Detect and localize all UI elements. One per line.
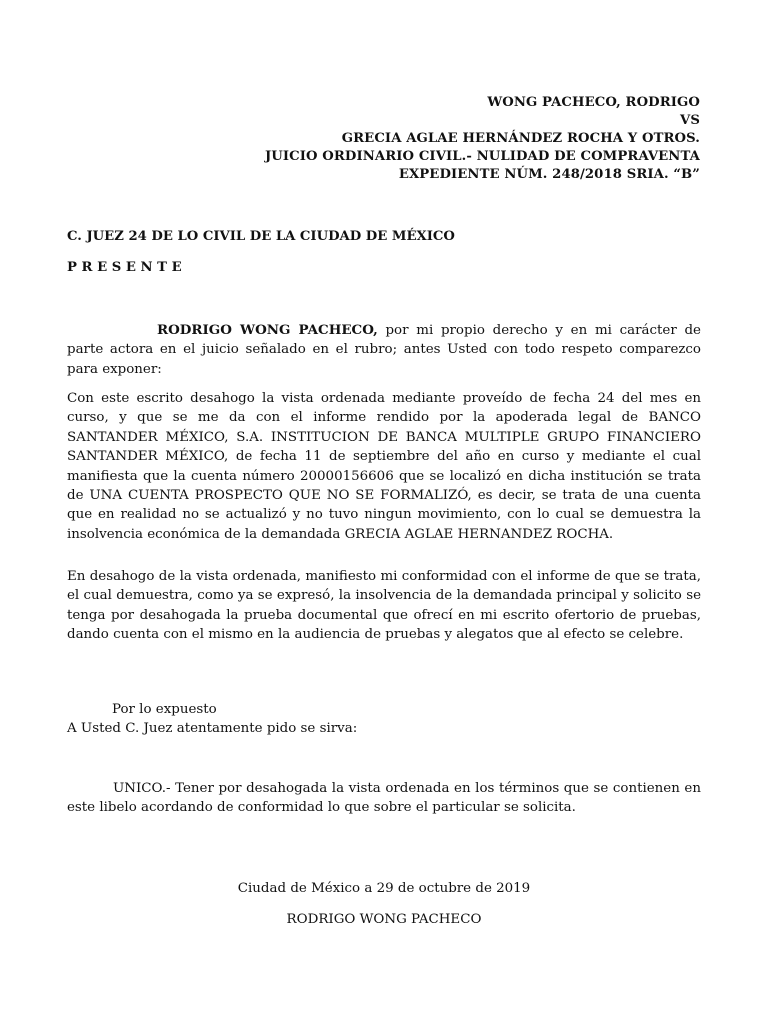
petition-paragraph-text: UNICO.- Tener por desahogada la vista ordenada en los términos que se contienen en este libelo acordando de conformidad lo que sobre el particular se solicita.: [67, 781, 701, 816]
statement-paragraph-1: Con este escrito desahogo la vista ordenada mediante proveído de fecha 24 del mes en curso, y que se me da con el informe rendido por la apoderada legal de BANCO SANTANDER MÉXICO, S.A. INSTITUCION DE BANCA MULTIPLE GRUPO FINANCIERO SANTANDER MÉXICO, de fecha 11 de septiembre del año en curso y mediante el cual manifiesta que la cuenta número 20000156606 que se localizó en dicha institución se trata de UNA CUENTA PROSPECTO QUE NO SE FORMALIZÓ, es decir, se trata de una cuenta que en realidad no se actualizó y no tuvo ningun movimiento, con lo cual se demuestra la insolvencia económica de la demandada GRECIA AGLAE HERNANDEZ ROCHA.: [67, 391, 701, 542]
case-type-line: JUICIO ORDINARIO CIVIL.- NULIDAD DE COMPRAVENTA: [264, 149, 700, 164]
closing-request: [67, 700, 357, 739]
defendant-line: GRECIA AGLAE HERNÁNDEZ ROCHA Y OTROS.: [341, 131, 700, 146]
intro-paragraph-text: por mi propio derecho y en mi carácter de parte actora en el juicio señalado en el rubro; antes Usted con todo respeto comparezco para exponer:: [67, 323, 701, 377]
petition-paragraph: [67, 779, 701, 818]
case-header: [265, 94, 700, 184]
plaintiff-line: WONG PACHECO, RODRIGO: [487, 95, 700, 110]
signature-name: RODRIGO WONG PACHECO: [286, 912, 482, 927]
presente-heading: PRESENTE: [67, 260, 187, 275]
addressee: C. JUEZ 24 DE LO CIVIL DE LA CIUDAD DE MÉXICO: [67, 229, 455, 244]
file-number-line: EXPEDIENTE NÚM. 248/2018 SRIA. “B”: [398, 167, 700, 182]
petitioner-name: RODRIGO WONG PACHECO,: [157, 322, 378, 338]
versus-line: VS: [680, 113, 700, 128]
intro-paragraph: [67, 321, 701, 379]
closing-line-1: Por lo expuesto: [112, 702, 217, 717]
statement-paragraph-2: En desahogo de la vista ordenada, manifiesto mi conformidad con el informe de que se trata, el cual demuestra, como ya se expresó, la insolvencia de la demandada principal y solicito se tenga por desahogada la prueba documental que ofrecí en mi escrito ofertorio de pruebas, dando cuenta con el mismo en la audiencia de pruebas y alegatos que al efecto se celebre.: [67, 569, 701, 643]
closing-line-2: A Usted C. Juez atentamente pido se sirva:: [67, 721, 358, 737]
place-and-date: Ciudad de México a 29 de octubre de 2019: [237, 881, 531, 896]
